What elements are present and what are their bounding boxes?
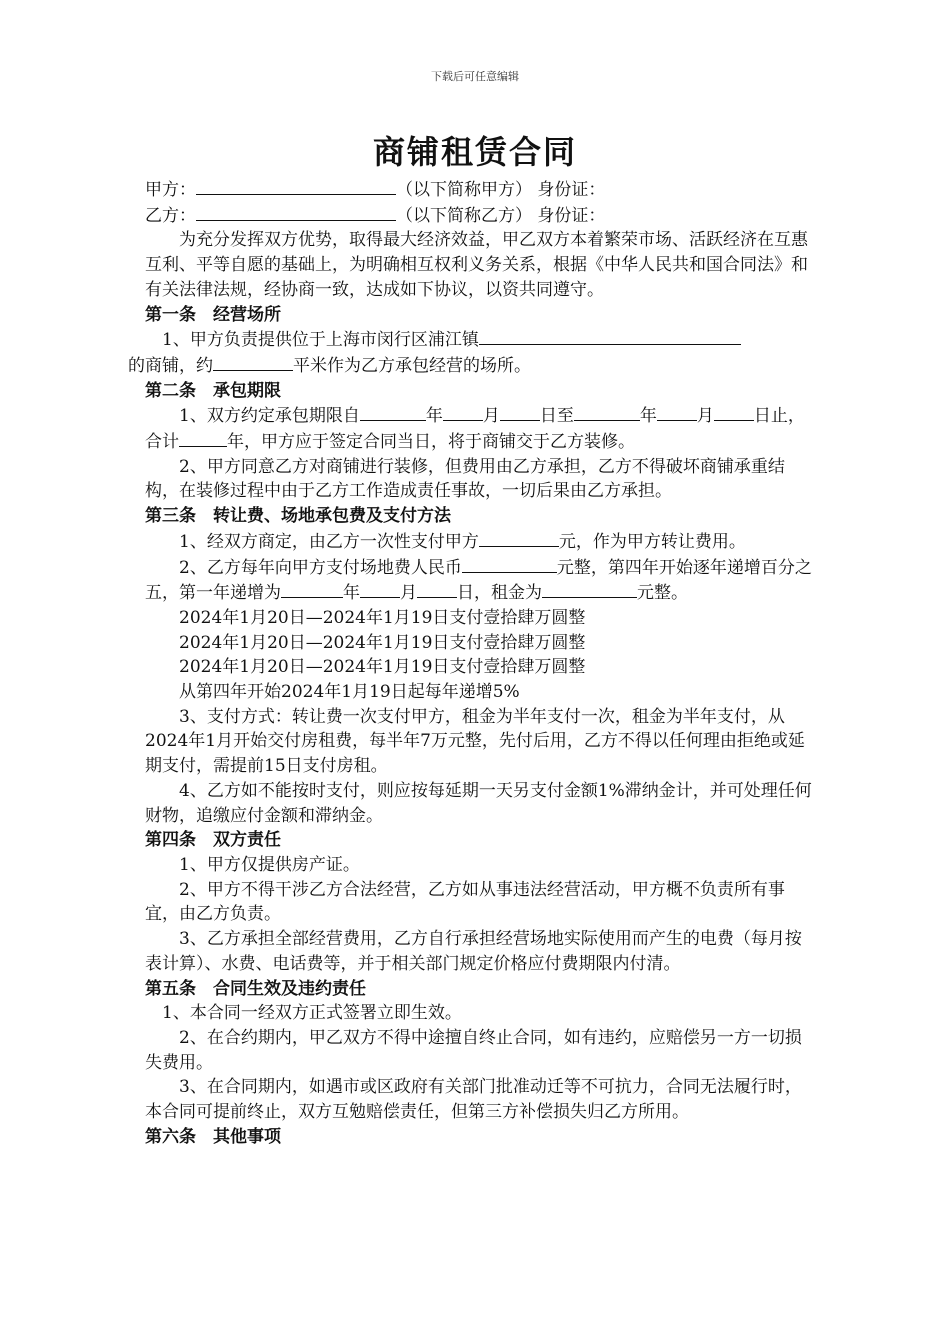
header-note: 下载后可任意编辑: [431, 70, 519, 83]
article-4-para-3: 3、乙方承担全部经营费用，乙方自行承担经营场地实际使用而产生的电费（每月按表计算）、水费、电话费等，并于相关部门规定价格应付费期限内付清。: [145, 929, 802, 974]
preamble: 为充分发挥双方优势，取得最大经济效益，甲乙双方本着繁荣市场、活跃经济在互惠互利、平等自愿的基础上，为明确相互权利义务关系，根据《中华人民共和国合同法》和有关法律法规，经协商一致，达成如下协议，以资共同遵守。: [145, 230, 808, 300]
area-blank: [213, 353, 293, 371]
blank: [479, 529, 559, 547]
text: 的商铺，约: [128, 355, 213, 376]
article-4-para-2: 2、甲方不得干涉乙方合法经营，乙方如从事违法经营活动，甲方概不负责所有事宜，由乙方负责。: [145, 879, 785, 925]
article-5-para-1: 1、本合同一经双方正式签署立即生效。: [162, 1003, 462, 1024]
party-b-suffix: （以下简称乙方） 身份证：: [396, 205, 606, 226]
text: 元，作为甲方转让费用。: [558, 531, 746, 552]
contract-body: [128, 177, 813, 1149]
party-b-label: 乙方：: [145, 205, 196, 226]
text: 日止，合计: [145, 406, 805, 453]
blank: [574, 403, 640, 421]
party-b-line: [145, 203, 813, 229]
party-a-blank: [196, 177, 396, 195]
article-2-para-2: 2、甲方同意乙方对商铺进行装修，但费用由乙方承担，乙方不得破坏商铺承重结构，在装修过程中由于乙方工作造成责任事故，一切后果由乙方承担。: [145, 456, 785, 502]
article-5-para-2: 2、在合约期内，甲乙双方不得中途擅自终止合同，如有违约，应赔偿另一方一切损失费用。: [145, 1027, 802, 1073]
article-5-para-3: 3、在合同期内，如遇市或区政府有关部门批准动迁等不可抗力，合同无法履行时，本合同可提前终止，双方互勉赔偿责任，但第三方补偿损失归乙方所用。: [145, 1077, 802, 1123]
party-a-label: 甲方：: [145, 180, 196, 200]
blank: [542, 580, 637, 598]
text: 年: [639, 406, 657, 427]
location-blank: [479, 327, 741, 345]
article-4-title: 第四条 双方责任: [145, 830, 281, 851]
article-3-para-4: 4、乙方如不能按时支付，则应按每延期一天另支付金额1%滞纳金计，并可处理任何财物，追缴应付金额和滞纳金。: [145, 780, 812, 826]
article-5-title: 第五条 合同生效及违约责任: [145, 978, 366, 999]
text: 年: [343, 583, 360, 604]
article-3-para-3: 3、支付方式：转让费一次支付甲方，租金为半年支付一次，租金为半年支付，从2024年1月开始交付房租费，每半年7万元整，先付后用，乙方不得以任何理由拒绝或延期支付，需提前15日支付房租。: [145, 706, 805, 777]
text: 1、经双方商定，由乙方一次性支付甲方: [179, 531, 479, 552]
blank: [281, 580, 343, 598]
blank: [714, 403, 754, 421]
text: 1、甲方负责提供位于上海市闵行区浦江镇: [162, 330, 479, 351]
schedule-line: 2024年1月20日—2024年1月19日支付壹拾肆万圆整: [179, 607, 586, 628]
schedule-line: 2024年1月20日—2024年1月19日支付壹拾肆万圆整: [179, 632, 586, 653]
text: 元整。: [637, 583, 688, 604]
blank: [360, 580, 400, 598]
text: 2、乙方每年向甲方支付场地费人民币: [179, 557, 462, 578]
text: 日至: [539, 406, 574, 427]
text: 平米作为乙方承包经营的场所。: [293, 355, 531, 376]
blank: [462, 555, 557, 573]
blank: [500, 403, 540, 421]
article-3-para-1: [145, 529, 813, 555]
schedule-line: 从第四年开始2024年1月19日起每年递增5%: [179, 682, 520, 703]
article-3-title: 第三条 转让费、场地承包费及支付方法: [145, 506, 451, 527]
blank: [657, 403, 697, 421]
text: 年: [425, 406, 443, 427]
document-title: 商铺租赁合同: [372, 133, 577, 171]
blank: [360, 403, 426, 421]
schedule-line: 2024年1月20日—2024年1月19日支付壹拾肆万圆整: [179, 657, 586, 678]
text: 元整，第四年开始逐年递增百分之五，第一年递增为: [145, 557, 812, 604]
article-1-title: 第一条 经营场所: [145, 304, 281, 325]
text: 年，甲方应于签定合同当日，将于商铺交于乙方装修。: [227, 432, 635, 453]
party-b-blank: [196, 203, 396, 221]
article-4-para-1: 1、甲方仅提供房产证。: [179, 854, 360, 875]
party-a-line: [145, 177, 813, 203]
article-2-title: 第二条 承包期限: [145, 380, 281, 401]
blank: [443, 403, 483, 421]
party-a-suffix: （以下简称甲方） 身份证：: [396, 180, 606, 200]
text: 日，租金为: [457, 583, 542, 604]
article-3-para-2: [145, 555, 813, 606]
text: 1、双方约定承包期限自: [179, 406, 360, 427]
blank: [417, 580, 457, 598]
article-1-para-1: [128, 327, 813, 378]
text: 月: [400, 583, 417, 604]
text: 月: [696, 406, 714, 427]
blank: [179, 429, 227, 447]
article-2-para-1: [145, 403, 813, 454]
text: 月: [482, 406, 500, 427]
article-6-title: 第六条 其他事项: [145, 1126, 281, 1147]
